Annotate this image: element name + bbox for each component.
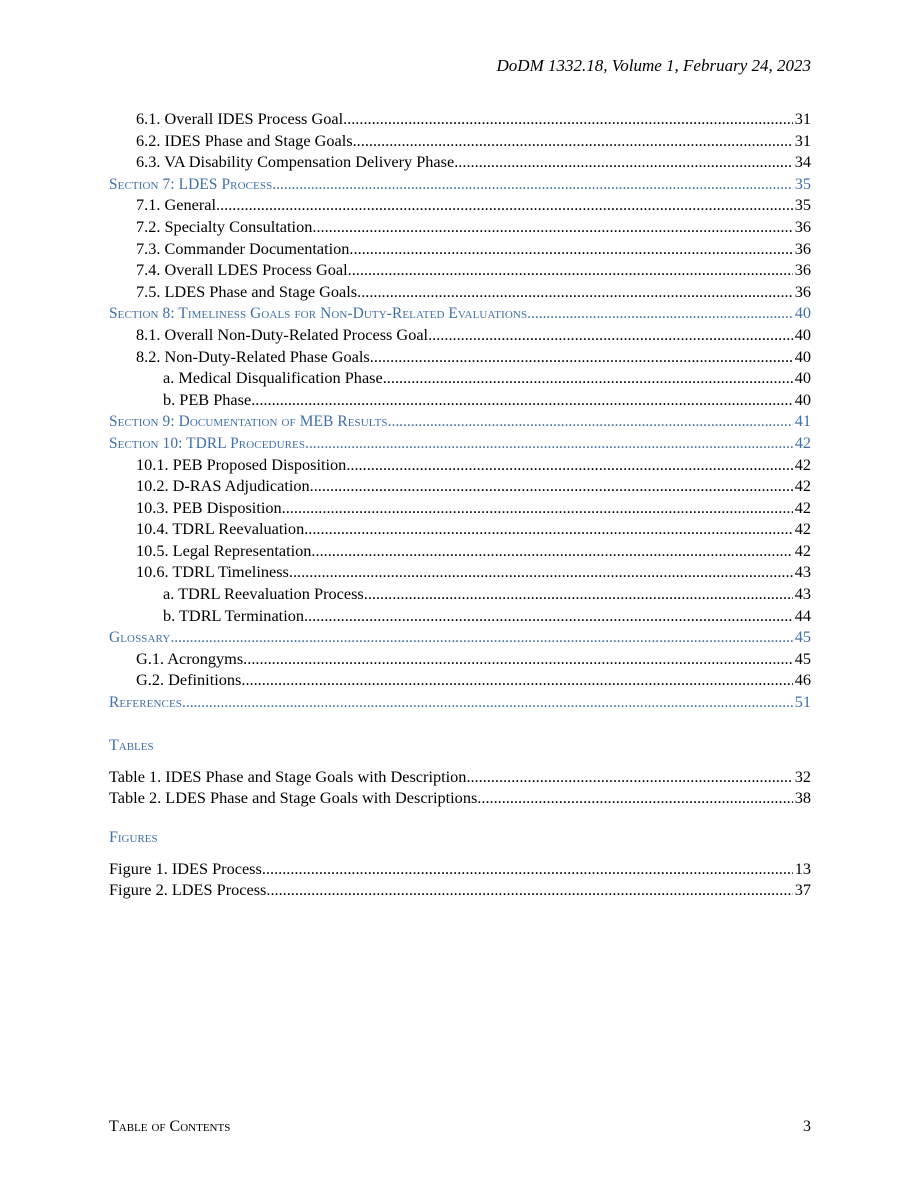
toc-entry-page: 32	[794, 766, 811, 786]
toc-entry-10-6-b[interactable]	[109, 605, 811, 627]
toc-entry-page: 42	[794, 519, 811, 539]
toc-entry-g-2[interactable]	[109, 669, 811, 691]
toc-entry-8-2-b[interactable]	[109, 389, 811, 411]
toc-entry-label: 10.5. Legal Representation.	[136, 540, 316, 560]
toc-entry-6-3[interactable]	[109, 151, 811, 173]
toc-entry-label: 10.6. TDRL Timeliness.	[136, 562, 293, 582]
toc-entry-page: 34	[794, 152, 811, 172]
toc-entry-page: 38	[794, 788, 811, 808]
toc-entry-label: 10.1. PEB Proposed Disposition.	[136, 454, 351, 474]
toc-entry-page: 13	[794, 858, 811, 878]
toc-section-label: Section 7: LDES Process	[109, 175, 273, 193]
toc-entry-7-3[interactable]	[109, 238, 811, 260]
toc-entry-8-2-a[interactable]	[109, 367, 811, 389]
toc-entry-10-4[interactable]	[109, 518, 811, 540]
toc-entry-label: b. PEB Phase.	[163, 389, 256, 409]
toc-entry-label: Table 2. LDES Phase and Stage Goals with Descriptions	[109, 788, 478, 808]
toc-section-page: 41	[794, 411, 811, 431]
toc-entry-page: 31	[794, 130, 811, 150]
toc-entry-label: b. TDRL Termination.	[163, 605, 309, 625]
list-of-figures-entry-2[interactable]	[109, 879, 811, 901]
toc-entry-label: 6.2. IDES Phase and Stage Goals.	[136, 130, 357, 150]
toc-entry-page: 40	[794, 389, 811, 409]
toc-entry-8-1[interactable]	[109, 324, 811, 346]
toc-entry-page: 36	[794, 216, 811, 236]
toc-section-page: 35	[794, 173, 811, 193]
toc-entry-8-2[interactable]	[109, 346, 811, 368]
toc-entry-label: 6.1. Overall IDES Process Goal	[136, 109, 344, 128]
toc-entry-7-1[interactable]	[109, 194, 811, 216]
running-header: DoDM 1332.18, Volume 1, February 24, 2023	[496, 56, 811, 75]
list-of-figures-entry-1[interactable]	[109, 858, 811, 880]
toc-entry-10-1[interactable]	[109, 454, 811, 476]
tables-heading: Tables	[109, 736, 154, 754]
toc-section-9-link[interactable]	[109, 410, 811, 432]
toc-entry-7-4[interactable]	[109, 259, 811, 281]
toc-entry-page: 42	[794, 476, 811, 496]
toc-entry-label: a. Medical Disqualification Phase	[163, 368, 383, 388]
toc-section-8-link[interactable]	[109, 302, 811, 324]
toc-entry-page: 36	[794, 238, 811, 258]
toc-section-7-link[interactable]	[109, 173, 811, 195]
toc-entry-page: 40	[794, 324, 811, 344]
toc-entry-label: a. TDRL Reevaluation Process.	[163, 584, 368, 604]
toc-entry-page: 40	[794, 368, 811, 388]
toc-section-label: Section 8: Timeliness Goals for Non-Duty-Related Evaluations	[109, 305, 528, 323]
toc-entry-label: 7.2. Specialty Consultation.	[136, 216, 317, 236]
page-number: 3	[803, 1118, 811, 1135]
toc-entry-10-6[interactable]	[109, 561, 811, 583]
toc-entry-label: 10.3. PEB Disposition.	[136, 497, 286, 517]
toc-section-10-link[interactable]	[109, 432, 811, 454]
toc-section-page: 40	[794, 303, 811, 323]
toc-entry-label: 8.2. Non-Duty-Related Phase Goals.	[136, 346, 374, 366]
toc-entry-page: 45	[794, 648, 811, 668]
toc-entry-label: 7.4. Overall LDES Process Goal	[136, 260, 348, 280]
toc-entry-10-3[interactable]	[109, 497, 811, 519]
toc-entry-label: Figure 1. IDES Process	[109, 858, 262, 878]
toc-entry-label: Figure 2. LDES Process.	[109, 880, 271, 900]
toc-entry-10-6-a[interactable]	[109, 583, 811, 605]
toc-entry-page: 42	[794, 454, 811, 474]
footer-section-title: Table of Contents	[109, 1118, 231, 1135]
toc-entry-label: 6.3. VA Disability Compensation Delivery Phase	[136, 152, 455, 172]
toc-entry-6-2[interactable]	[109, 130, 811, 152]
toc-entry-page: 31	[794, 109, 811, 128]
toc-entry-page: 43	[794, 562, 811, 582]
toc-entry-label: G.2. Definitions.	[136, 670, 246, 690]
toc-entry-6-1[interactable]	[109, 108, 811, 130]
toc-entry-page: 43	[794, 584, 811, 604]
toc-glossary-link[interactable]	[109, 626, 811, 648]
toc-entry-page: 36	[794, 260, 811, 280]
toc-entry-label: G.1. Acrongyms.	[136, 648, 248, 668]
toc-entry-label: 7.3. Commander Documentation.	[136, 238, 354, 258]
toc-entry-page: 42	[794, 497, 811, 517]
figures-heading: Figures	[109, 828, 158, 846]
toc-entry-label: Table 1. IDES Phase and Stage Goals with Description	[109, 766, 467, 786]
toc-entry-page: 42	[794, 540, 811, 560]
toc-section-label: Section 10: TDRL Procedures	[109, 434, 306, 452]
toc-entry-7-5[interactable]	[109, 281, 811, 303]
toc-entry-page: 40	[794, 346, 811, 366]
page-footer	[109, 1116, 811, 1138]
table-of-contents	[109, 108, 811, 901]
toc-section-page: 45	[794, 627, 811, 647]
toc-entry-page: 35	[794, 195, 811, 215]
toc-references-link[interactable]	[109, 691, 811, 713]
toc-entry-g-1[interactable]	[109, 648, 811, 670]
toc-section-label: References	[109, 694, 182, 712]
list-of-tables-entry-2[interactable]	[109, 787, 811, 809]
toc-entry-page: 36	[794, 281, 811, 301]
toc-section-page: 42	[794, 432, 811, 452]
toc-entry-page: 44	[794, 605, 811, 625]
toc-entry-label: 7.1. General.	[136, 195, 221, 215]
toc-entry-label: 10.2. D-RAS Adjudication.	[136, 476, 314, 496]
toc-entry-label: 8.1. Overall Non-Duty-Related Process Goal.	[136, 324, 433, 344]
toc-entry-7-2[interactable]	[109, 216, 811, 238]
toc-entry-10-2[interactable]	[109, 475, 811, 497]
toc-entry-label: 10.4. TDRL Reevaluation.	[136, 519, 309, 539]
toc-entry-page: 46	[794, 670, 811, 690]
toc-entry-page: 37	[794, 880, 811, 900]
toc-entry-10-5[interactable]	[109, 540, 811, 562]
toc-section-label: Section 9: Documentation of MEB Results	[109, 413, 388, 431]
list-of-tables-entry-1[interactable]	[109, 766, 811, 788]
toc-entry-label: 7.5. LDES Phase and Stage Goals.	[136, 281, 362, 301]
toc-section-label: Glossary	[109, 629, 171, 647]
toc-section-page: 51	[794, 692, 811, 712]
